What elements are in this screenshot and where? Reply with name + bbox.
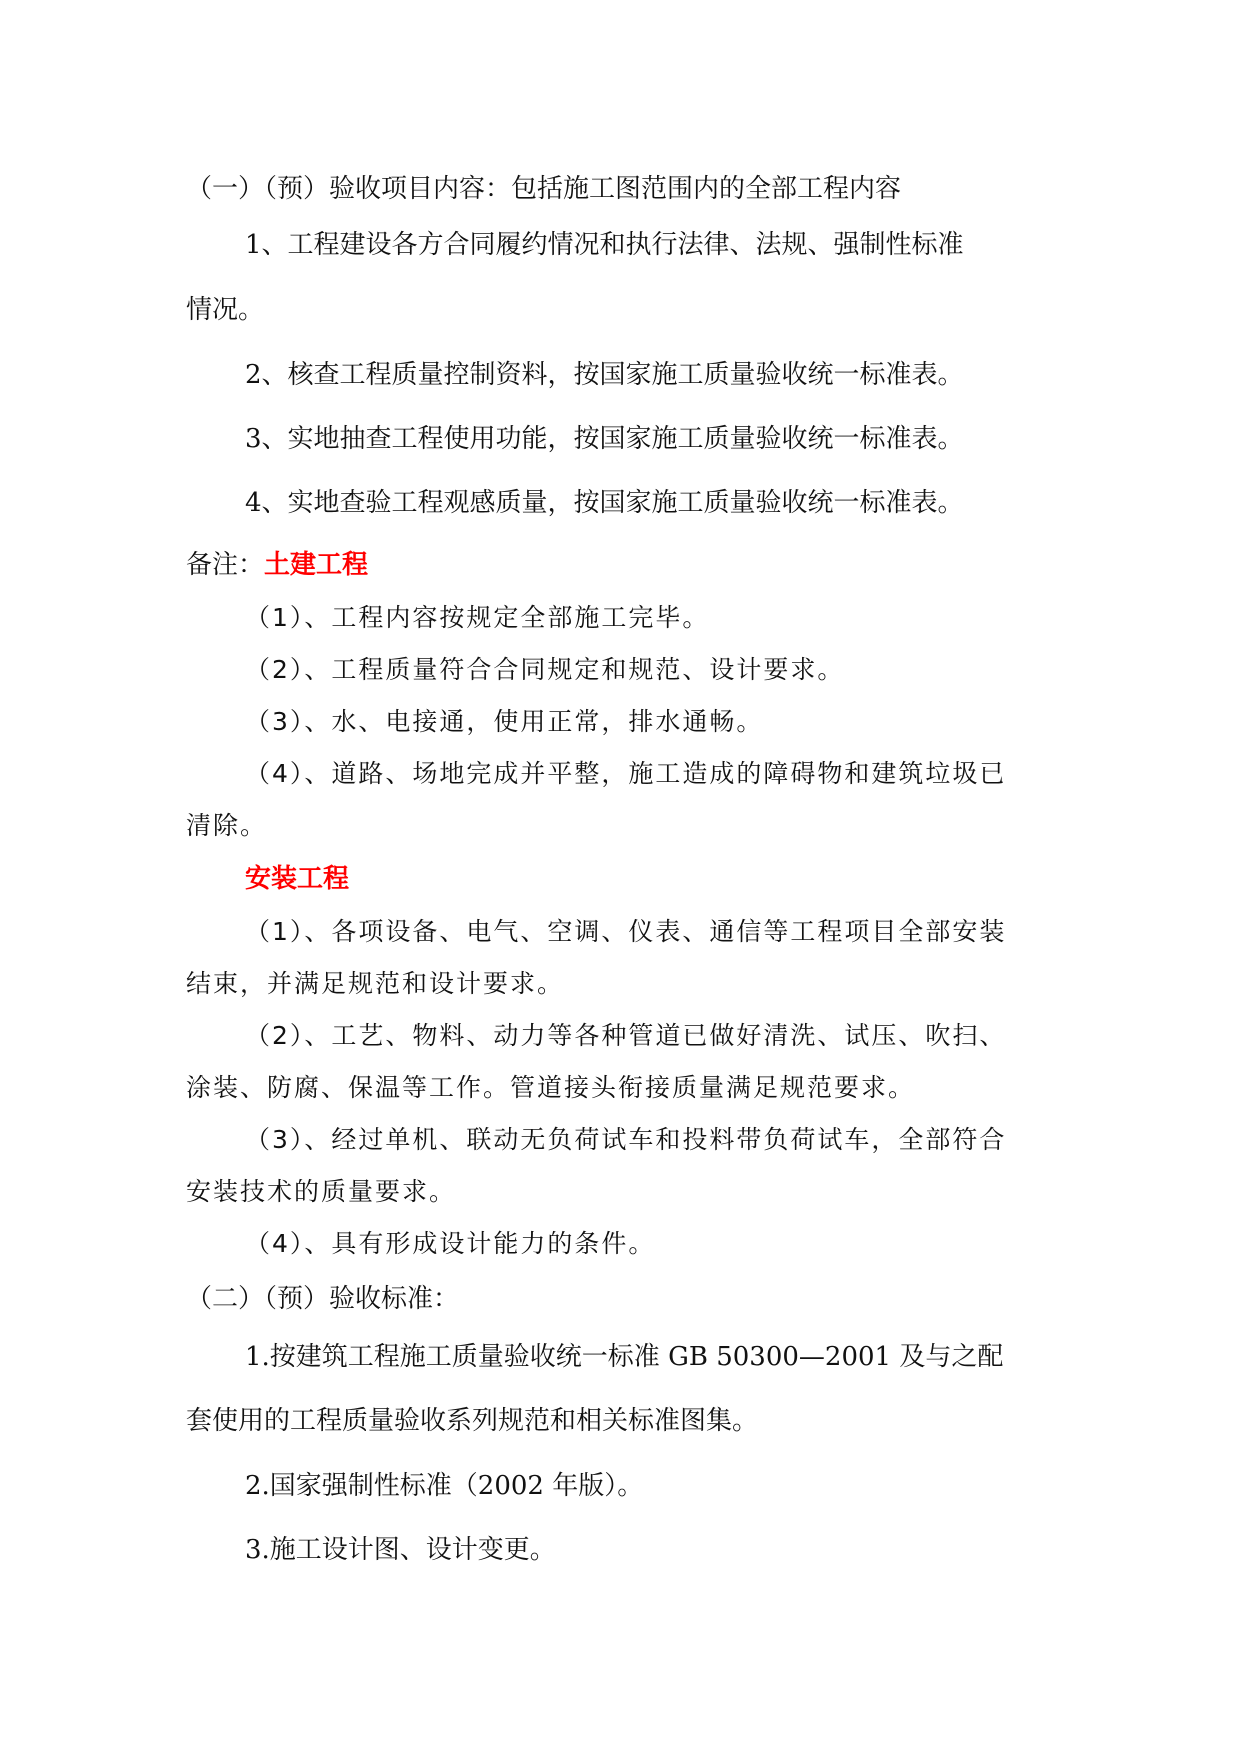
section1-item-1-cont: 情况。 <box>186 295 265 325</box>
section2-item-1: 1.按建筑工程施工质量验收统一标准 GB 50300—2001 及与之配 <box>245 1342 1004 1372</box>
install-item-2-cont: 涂装、防腐、保温等工作。管道接头衔接质量满足规范要求。 <box>186 1073 916 1102</box>
section1-item-1: 1、工程建设各方合同履约情况和执行法律、法规、强制性标准 <box>245 230 964 260</box>
install-item-1: （1）、各项设备、电气、空调、仪表、通信等工程项目全部安装 <box>245 917 1007 946</box>
section1-heading: （一）（预）验收项目内容：包括施工图范围内的全部工程内容 <box>186 174 902 204</box>
notes-header <box>186 544 368 581</box>
civil-item-4-cont: 清除。 <box>186 811 268 840</box>
section1-item-3: 3、实地抽查工程使用功能，按国家施工质量验收统一标准表。 <box>245 424 964 454</box>
section2-heading: （二）（预）验收标准： <box>186 1284 460 1314</box>
section2-item-1-cont: 套使用的工程质量验收系列规范和相关标准图集。 <box>186 1406 759 1436</box>
installation-works-title: 安装工程 <box>245 864 350 894</box>
section2-item-2: 2.国家强制性标准（2002 年版）。 <box>245 1471 644 1501</box>
install-item-2: （2）、工艺、物料、动力等各种管道已做好清洗、试压、吹扫、 <box>245 1021 1007 1050</box>
install-item-3-cont: 安装技术的质量要求。 <box>186 1177 457 1206</box>
section1-item-2: 2、核查工程质量控制资料，按国家施工质量验收统一标准表。 <box>245 360 964 390</box>
civil-works-title: 土建工程 <box>264 550 369 580</box>
civil-item-1: （1）、工程内容按规定全部施工完毕。 <box>245 603 710 632</box>
civil-item-3: （3）、水、电接通，使用正常，排水通畅。 <box>245 707 764 736</box>
section2-item-3: 3.施工设计图、设计变更。 <box>245 1535 556 1565</box>
section1-item-4: 4、实地查验工程观感质量，按国家施工质量验收统一标准表。 <box>245 488 964 518</box>
civil-item-2: （2）、工程质量符合合同规定和规范、设计要求。 <box>245 655 845 684</box>
civil-item-4: （4）、道路、场地完成并平整，施工造成的障碍物和建筑垃圾已 <box>245 759 1007 788</box>
install-item-3: （3）、经过单机、联动无负荷试车和投料带负荷试车，全部符合 <box>245 1125 1007 1154</box>
notes-label: 备注： <box>186 550 265 580</box>
install-item-1-cont: 结束，并满足规范和设计要求。 <box>186 969 565 998</box>
install-item-4: （4）、具有形成设计能力的条件。 <box>245 1229 656 1258</box>
